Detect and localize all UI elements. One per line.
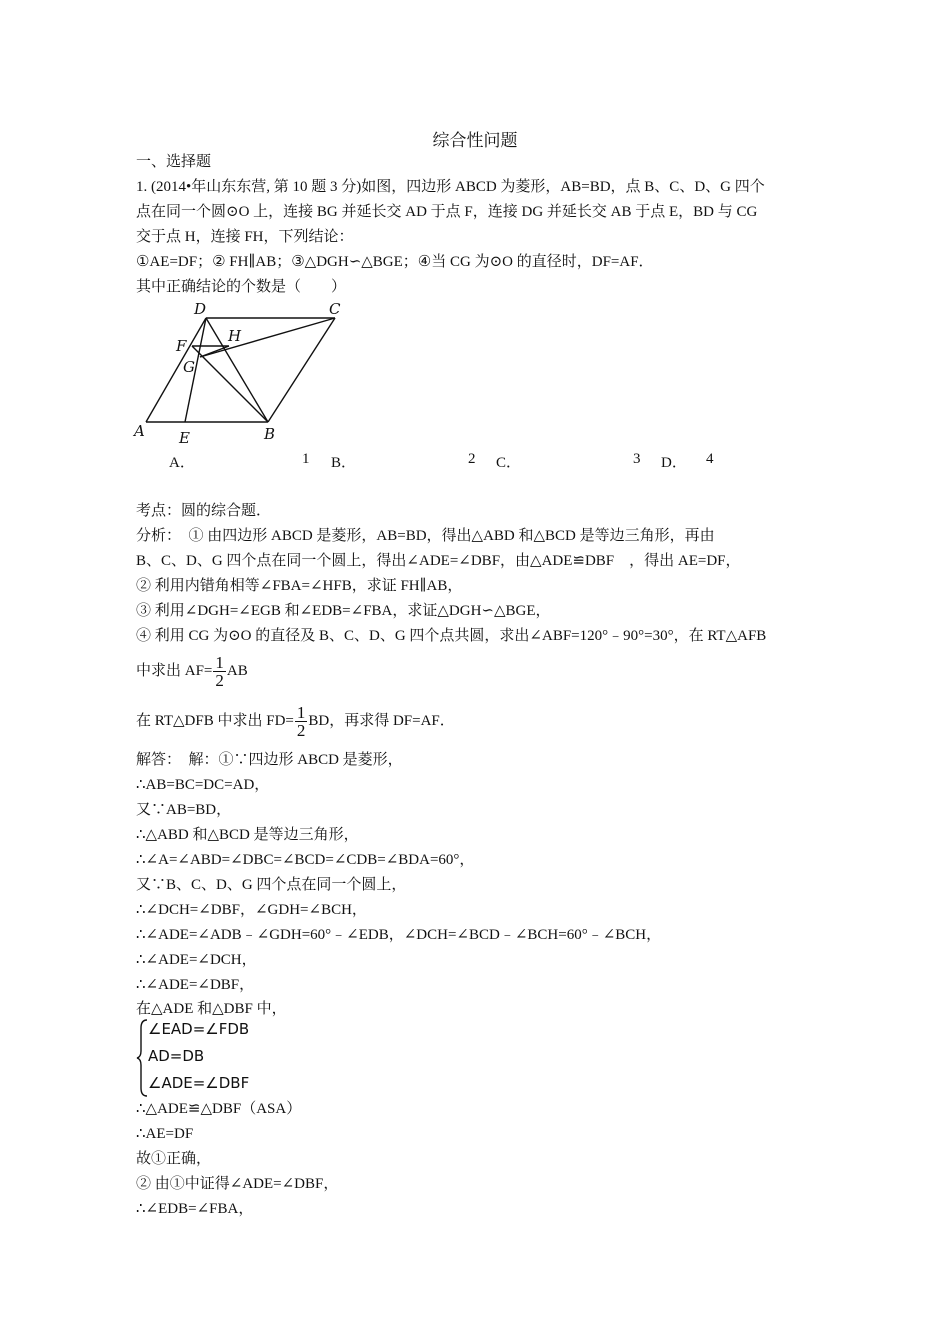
fraction-numerator: 1 <box>215 653 224 673</box>
fraction-half <box>213 654 226 689</box>
equation-system <box>136 1018 336 1098</box>
fraction-half <box>295 704 308 739</box>
equation-angle-ead: ∠EAD=∠FDB <box>148 1020 250 1038</box>
solution-line-9: ∴∠ADE=∠DCH， <box>136 952 257 968</box>
choice-b-value: 2 <box>468 451 476 467</box>
analysis-line-1: 分析： ① 由四边形 ABCD 是菱形，AB=BD，得出△ABD 和△BCD 是等边三角形，再由 <box>136 528 715 544</box>
fraction-numerator: 1 <box>296 703 306 723</box>
equation-ad-db: AD=DB <box>148 1047 205 1065</box>
fd-text-pre: 在 RT△DFB 中求出 FD= <box>136 713 294 729</box>
fraction-denominator: 2 <box>296 721 306 741</box>
choice-c-label: C． <box>496 455 522 471</box>
solution-line-7: ∴∠DCH=∠DBF，∠GDH=∠BCH， <box>136 902 367 918</box>
page-title: 综合性问题 <box>432 131 518 150</box>
equation-angle-ade: ∠ADE=∠DBF <box>148 1074 250 1092</box>
question-conclusions: ①AE=DF；② FH∥AB；③△DGH∽△BGE；④当 CG 为⊙O 的直径时，DF=AF． <box>136 254 654 270</box>
section-heading: 一、选择题 <box>136 154 212 170</box>
choice-a-label: A． <box>169 455 195 471</box>
solution-line-11: 在△ADE 和△DBF 中， <box>136 1001 287 1017</box>
kaodian-line: 考点：圆的综合题． <box>136 503 272 519</box>
solution-line-3: 又∵AB=BD， <box>136 802 232 818</box>
analysis-line-7 <box>136 702 455 740</box>
segment-da <box>146 318 206 422</box>
choice-a-value: 1 <box>302 451 310 467</box>
solution-line-2: ∴AB=BC=DC=AD， <box>136 777 270 793</box>
analysis-line-3: ② 利用内错角相等∠FBA=∠HFB，求证 FH∥AB， <box>136 578 463 594</box>
question-line-2: 点在同一个圆⊙O 上，连接 BG 并延长交 AD 于点 F，连接 DG 并延长交 AB 于点 E，BD 与 CG <box>136 204 758 220</box>
label-a: A <box>134 422 145 440</box>
solution-line-14: 故①正确， <box>136 1151 212 1167</box>
label-g: G <box>183 358 195 376</box>
solution-line-5: ∴∠A=∠ABD=∠DBC=∠BCD=∠CDB=∠BDA=60°， <box>136 852 475 868</box>
rhombus-figure <box>130 296 360 450</box>
solution-line-16: ∴∠EDB=∠FBA， <box>136 1201 254 1217</box>
label-e: E <box>179 429 190 447</box>
choice-d-label: D． <box>661 455 687 471</box>
label-c: C <box>329 300 341 318</box>
segment-gh <box>200 346 229 357</box>
af-text-post: AB <box>226 663 248 679</box>
label-d: D <box>194 300 207 318</box>
solution-line-13: ∴AE=DF <box>136 1126 194 1142</box>
analysis-line-6 <box>136 652 248 690</box>
analysis-line-4: ③ 利用∠DGH=∠EGB 和∠EDB=∠FBA，求证△DGH∽△BGE， <box>136 603 551 619</box>
fraction-denominator: 2 <box>215 671 224 691</box>
solution-line-6: 又∵B、C、D、G 四个点在同一个圆上， <box>136 877 407 893</box>
solution-line-4: ∴△ABD 和△BCD 是等边三角形， <box>136 827 359 843</box>
solution-line-12: ∴△ADE≌△DBF（ASA） <box>136 1101 302 1117</box>
solution-line-10: ∴∠ADE=∠DBF， <box>136 977 255 993</box>
choice-c-value: 3 <box>633 451 641 467</box>
question-prompt: 其中正确结论的个数是（ ） <box>136 279 347 295</box>
label-h: H <box>228 327 242 345</box>
solution-line-8: ∴∠ADE=∠ADB﹣∠GDH=60°﹣∠EDB，∠DCH=∠BCD﹣∠BCH=60°﹣∠BCH， <box>136 927 662 943</box>
question-line-3: 交于点 H，连接 FH，下列结论： <box>136 229 354 245</box>
label-b: B <box>264 425 276 443</box>
segment-cg <box>200 318 335 357</box>
choice-d-value: 4 <box>706 451 714 467</box>
segment-bc <box>268 318 335 422</box>
solution-line-15: ② 由①中证得∠ADE=∠DBF， <box>136 1176 339 1192</box>
question-line-1: 1. (2014•年山东东营, 第 10 题 3 分)如图，四边形 ABCD 为菱形，AB=BD，点 B、C、D、G 四个 <box>136 179 765 195</box>
solution-line-1: 解答： 解：①∵四边形 ABCD 是菱形， <box>136 752 403 768</box>
label-f: F <box>176 337 187 355</box>
analysis-line-2: B、C、D、G 四个点在同一个圆上，得出∠ADE=∠DBF，由△ADE≌DBF ，得出 AE=DF， <box>136 553 741 569</box>
fd-text-post: BD，再求得 DF=AF． <box>308 713 455 729</box>
choice-b-label: B． <box>331 455 357 471</box>
af-text-pre: 中求出 AF= <box>136 663 213 679</box>
analysis-line-5: ④ 利用 CG 为⊙O 的直径及 B、C、D、G 四个点共圆，求出∠ABF=120°﹣90°=30°，在 RT△AFB <box>136 628 767 644</box>
